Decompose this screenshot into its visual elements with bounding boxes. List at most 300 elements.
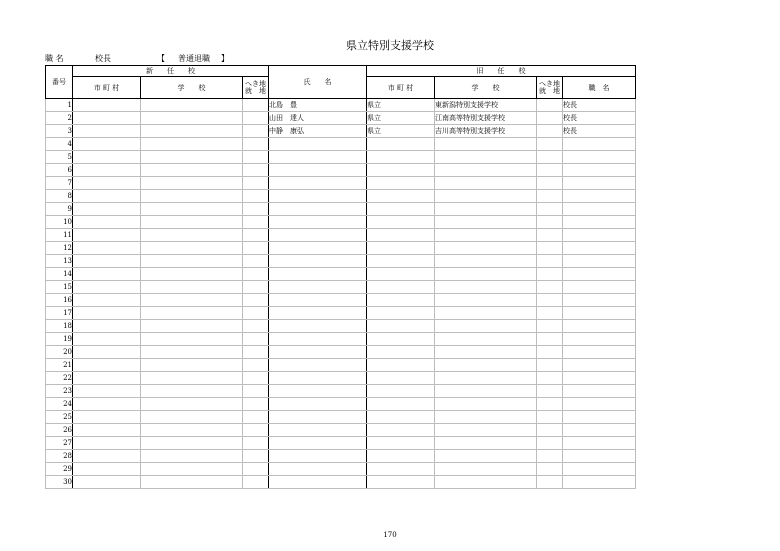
cell-old-remote: [537, 125, 563, 138]
cell-old-city: [367, 216, 435, 229]
table-row: [46, 359, 636, 372]
cell-position: [563, 255, 636, 268]
cell-new-city: [73, 385, 141, 398]
cell-new-school: [141, 372, 243, 385]
cell-new-remote: [243, 268, 269, 281]
cell-position: [563, 398, 636, 411]
cell-position: [563, 359, 636, 372]
cell-name: [269, 398, 367, 411]
cell-old-school: [435, 138, 537, 151]
cell-name: 山田 達人: [269, 112, 367, 125]
cell-position: [563, 372, 636, 385]
cell-name: [269, 242, 367, 255]
cell-new-school: [141, 112, 243, 125]
header-new-school: 学 校: [141, 77, 243, 99]
cell-no: 7: [46, 177, 73, 190]
cell-new-city: [73, 242, 141, 255]
cell-new-city: [73, 333, 141, 346]
cell-new-school: [141, 359, 243, 372]
cell-new-city: [73, 372, 141, 385]
table-row: [46, 268, 636, 281]
cell-old-school: [435, 203, 537, 216]
cell-new-remote: [243, 476, 269, 489]
cell-new-city: [73, 177, 141, 190]
cell-position: [563, 320, 636, 333]
cell-no: 16: [46, 294, 73, 307]
cell-no: 27: [46, 437, 73, 450]
cell-old-school: [435, 450, 537, 463]
cell-position: [563, 229, 636, 242]
cell-no: 29: [46, 463, 73, 476]
cell-new-school: [141, 138, 243, 151]
cell-old-city: [367, 320, 435, 333]
cell-new-remote: [243, 99, 269, 112]
table-row: [46, 164, 636, 177]
cell-new-remote: [243, 424, 269, 437]
cell-new-school: [141, 307, 243, 320]
cell-position: [563, 294, 636, 307]
cell-new-remote: [243, 372, 269, 385]
cell-position: 校長: [563, 125, 636, 138]
cell-old-remote: [537, 177, 563, 190]
cell-no: 20: [46, 346, 73, 359]
cell-name: [269, 216, 367, 229]
table-row: [46, 190, 636, 203]
cell-name: [269, 385, 367, 398]
cell-old-school: [435, 294, 537, 307]
cell-new-city: [73, 138, 141, 151]
table-row: [46, 424, 636, 437]
cell-old-school: [435, 437, 537, 450]
cell-old-school: [435, 151, 537, 164]
cell-no: 23: [46, 385, 73, 398]
cell-new-city: [73, 268, 141, 281]
cell-new-remote: [243, 216, 269, 229]
cell-position: [563, 242, 636, 255]
cell-old-city: [367, 333, 435, 346]
cell-new-remote: [243, 294, 269, 307]
table-row: [46, 99, 636, 112]
cell-new-school: [141, 255, 243, 268]
cell-position: [563, 307, 636, 320]
cell-new-city: [73, 294, 141, 307]
cell-position: 校長: [563, 99, 636, 112]
job-title-value: 校長: [95, 54, 111, 63]
cell-new-remote: [243, 463, 269, 476]
cell-new-city: [73, 255, 141, 268]
cell-position: [563, 268, 636, 281]
cell-new-remote: [243, 190, 269, 203]
page-number: 170: [383, 531, 397, 539]
document-title: 県立特別支援学校: [346, 39, 434, 52]
cell-name: [269, 372, 367, 385]
cell-position: [563, 411, 636, 424]
cell-no: 1: [46, 99, 73, 112]
cell-name: [269, 437, 367, 450]
cell-old-school: [435, 268, 537, 281]
cell-old-city: [367, 229, 435, 242]
cell-name: [269, 229, 367, 242]
cell-old-remote: [537, 320, 563, 333]
cell-old-remote: [537, 151, 563, 164]
cell-old-remote: [537, 190, 563, 203]
retirement-category: 普通退職: [178, 54, 210, 63]
table-row: [46, 281, 636, 294]
cell-name: [269, 450, 367, 463]
cell-old-city: [367, 346, 435, 359]
cell-new-school: [141, 190, 243, 203]
cell-old-city: [367, 307, 435, 320]
table-row: [46, 437, 636, 450]
cell-old-remote: [537, 229, 563, 242]
cell-new-remote: [243, 346, 269, 359]
cell-old-city: [367, 190, 435, 203]
cell-new-city: [73, 112, 141, 125]
cell-old-school: [435, 177, 537, 190]
cell-new-city: [73, 424, 141, 437]
cell-name: [269, 164, 367, 177]
table-row: [46, 476, 636, 489]
cell-old-school: [435, 359, 537, 372]
cell-name: [269, 359, 367, 372]
cell-old-school: [435, 385, 537, 398]
cell-old-school: [435, 229, 537, 242]
cell-no: 18: [46, 320, 73, 333]
cell-old-remote: [537, 268, 563, 281]
cell-new-school: [141, 229, 243, 242]
cell-new-remote: [243, 125, 269, 138]
cell-new-remote: [243, 255, 269, 268]
table-row: [46, 125, 636, 138]
cell-no: 19: [46, 333, 73, 346]
cell-old-city: [367, 294, 435, 307]
cell-position: [563, 190, 636, 203]
cell-old-city: [367, 411, 435, 424]
cell-old-school: [435, 411, 537, 424]
cell-no: 15: [46, 281, 73, 294]
cell-new-remote: [243, 177, 269, 190]
cell-old-remote: [537, 294, 563, 307]
cell-new-city: [73, 463, 141, 476]
header-old-school-group: 旧 任 校: [367, 66, 636, 77]
cell-position: 校長: [563, 112, 636, 125]
header-new-city: 市 町 村: [73, 77, 141, 99]
table-row: [46, 151, 636, 164]
cell-position: [563, 333, 636, 346]
cell-new-school: [141, 177, 243, 190]
cell-name: [269, 424, 367, 437]
header-position: 職 名: [563, 77, 636, 99]
cell-old-school: 東新潟特別支援学校: [435, 99, 537, 112]
cell-old-city: [367, 151, 435, 164]
cell-name: [269, 281, 367, 294]
bracket-open: 【: [157, 54, 165, 63]
table-row: [46, 294, 636, 307]
cell-new-school: [141, 450, 243, 463]
cell-new-city: [73, 281, 141, 294]
cell-name: [269, 203, 367, 216]
cell-no: 9: [46, 203, 73, 216]
cell-no: 30: [46, 476, 73, 489]
table-row: [46, 372, 636, 385]
cell-position: [563, 138, 636, 151]
cell-old-city: [367, 398, 435, 411]
cell-new-school: [141, 268, 243, 281]
job-title-label: 職 名: [45, 54, 64, 63]
header-new-remote: へき地 就 地: [243, 77, 269, 99]
cell-new-remote: [243, 320, 269, 333]
cell-old-city: [367, 242, 435, 255]
cell-no: 14: [46, 268, 73, 281]
cell-new-school: [141, 203, 243, 216]
cell-name: [269, 476, 367, 489]
cell-old-remote: [537, 255, 563, 268]
cell-name: [269, 190, 367, 203]
cell-old-remote: [537, 463, 563, 476]
header-name: 氏 名: [269, 66, 367, 99]
cell-no: 2: [46, 112, 73, 125]
cell-old-city: [367, 372, 435, 385]
cell-new-school: [141, 281, 243, 294]
cell-name: [269, 307, 367, 320]
cell-old-school: [435, 372, 537, 385]
header-new-school-group: 新 任 校: [73, 66, 269, 77]
cell-old-city: [367, 138, 435, 151]
cell-no: 28: [46, 450, 73, 463]
cell-position: [563, 281, 636, 294]
bracket-close: 】: [221, 54, 229, 63]
cell-new-city: [73, 476, 141, 489]
table-row: [46, 450, 636, 463]
cell-name: [269, 411, 367, 424]
cell-old-city: 県立: [367, 125, 435, 138]
cell-new-school: [141, 437, 243, 450]
cell-old-remote: [537, 281, 563, 294]
cell-name: 北島 豊: [269, 99, 367, 112]
cell-old-remote: [537, 385, 563, 398]
cell-old-remote: [537, 216, 563, 229]
header-old-city: 市 町 村: [367, 77, 435, 99]
table-row: [46, 307, 636, 320]
cell-old-remote: [537, 359, 563, 372]
cell-position: [563, 164, 636, 177]
cell-new-remote: [243, 281, 269, 294]
cell-old-school: [435, 333, 537, 346]
cell-no: 24: [46, 398, 73, 411]
cell-new-school: [141, 346, 243, 359]
cell-new-school: [141, 242, 243, 255]
cell-old-city: [367, 437, 435, 450]
cell-old-remote: [537, 450, 563, 463]
cell-old-city: [367, 203, 435, 216]
cell-old-remote: [537, 99, 563, 112]
cell-old-school: [435, 463, 537, 476]
cell-old-remote: [537, 242, 563, 255]
cell-new-remote: [243, 151, 269, 164]
cell-old-city: [367, 268, 435, 281]
cell-old-remote: [537, 346, 563, 359]
table-row: [46, 203, 636, 216]
table-row: [46, 216, 636, 229]
cell-old-remote: [537, 476, 563, 489]
header-number: 番号: [46, 66, 73, 99]
cell-new-city: [73, 437, 141, 450]
cell-old-city: [367, 164, 435, 177]
cell-position: [563, 177, 636, 190]
cell-no: 12: [46, 242, 73, 255]
cell-new-city: [73, 450, 141, 463]
cell-name: [269, 255, 367, 268]
cell-position: [563, 203, 636, 216]
cell-new-remote: [243, 164, 269, 177]
cell-old-city: [367, 255, 435, 268]
cell-new-remote: [243, 203, 269, 216]
cell-name: [269, 294, 367, 307]
cell-old-remote: [537, 138, 563, 151]
cell-new-school: [141, 164, 243, 177]
cell-name: [269, 346, 367, 359]
cell-new-remote: [243, 385, 269, 398]
header-old-school: 学 校: [435, 77, 537, 99]
table-row: [46, 138, 636, 151]
table-row: [46, 112, 636, 125]
cell-position: [563, 151, 636, 164]
cell-old-city: 県立: [367, 99, 435, 112]
cell-no: 13: [46, 255, 73, 268]
cell-old-remote: [537, 424, 563, 437]
cell-new-city: [73, 125, 141, 138]
cell-name: [269, 177, 367, 190]
cell-position: [563, 476, 636, 489]
table-row: [46, 320, 636, 333]
cell-new-school: [141, 463, 243, 476]
cell-old-remote: [537, 333, 563, 346]
cell-old-remote: [537, 372, 563, 385]
cell-no: 25: [46, 411, 73, 424]
cell-name: [269, 151, 367, 164]
cell-new-city: [73, 216, 141, 229]
cell-new-remote: [243, 138, 269, 151]
cell-new-school: [141, 385, 243, 398]
cell-old-city: [367, 359, 435, 372]
cell-old-school: [435, 255, 537, 268]
cell-new-remote: [243, 450, 269, 463]
cell-new-city: [73, 320, 141, 333]
cell-new-remote: [243, 229, 269, 242]
cell-new-school: [141, 294, 243, 307]
cell-no: 3: [46, 125, 73, 138]
cell-new-remote: [243, 437, 269, 450]
cell-no: 26: [46, 424, 73, 437]
cell-old-remote: [537, 203, 563, 216]
cell-position: [563, 216, 636, 229]
cell-new-city: [73, 190, 141, 203]
cell-old-school: [435, 190, 537, 203]
cell-no: 5: [46, 151, 73, 164]
cell-new-remote: [243, 112, 269, 125]
cell-old-remote: [537, 411, 563, 424]
cell-old-remote: [537, 164, 563, 177]
cell-new-city: [73, 203, 141, 216]
cell-old-city: [367, 385, 435, 398]
cell-old-school: [435, 307, 537, 320]
cell-no: 10: [46, 216, 73, 229]
cell-old-school: [435, 242, 537, 255]
cell-old-city: [367, 450, 435, 463]
cell-old-school: [435, 216, 537, 229]
cell-position: [563, 450, 636, 463]
cell-name: [269, 138, 367, 151]
cell-new-remote: [243, 398, 269, 411]
cell-new-remote: [243, 242, 269, 255]
cell-no: 22: [46, 372, 73, 385]
cell-position: [563, 424, 636, 437]
cell-no: 11: [46, 229, 73, 242]
cell-new-school: [141, 99, 243, 112]
cell-position: [563, 463, 636, 476]
cell-new-city: [73, 99, 141, 112]
cell-old-city: [367, 463, 435, 476]
cell-no: 6: [46, 164, 73, 177]
table-row: [46, 333, 636, 346]
cell-new-city: [73, 229, 141, 242]
cell-new-city: [73, 346, 141, 359]
table-row: [46, 385, 636, 398]
header-old-remote: へき地 就 地: [537, 77, 563, 99]
cell-no: 8: [46, 190, 73, 203]
cell-old-city: [367, 177, 435, 190]
cell-old-school: 吉川高等特別支援学校: [435, 125, 537, 138]
cell-name: [269, 268, 367, 281]
cell-no: 17: [46, 307, 73, 320]
cell-new-remote: [243, 411, 269, 424]
cell-position: [563, 346, 636, 359]
cell-old-remote: [537, 112, 563, 125]
cell-old-remote: [537, 307, 563, 320]
cell-new-school: [141, 411, 243, 424]
cell-new-school: [141, 320, 243, 333]
cell-old-remote: [537, 398, 563, 411]
table-row: [46, 177, 636, 190]
cell-old-city: [367, 424, 435, 437]
table-row: [46, 398, 636, 411]
cell-new-city: [73, 307, 141, 320]
cell-no: 4: [46, 138, 73, 151]
cell-new-remote: [243, 307, 269, 320]
table-row: [46, 346, 636, 359]
cell-name: [269, 333, 367, 346]
cell-new-school: [141, 333, 243, 346]
cell-old-school: [435, 281, 537, 294]
cell-old-city: 県立: [367, 112, 435, 125]
cell-position: [563, 385, 636, 398]
cell-old-school: [435, 398, 537, 411]
cell-old-school: [435, 424, 537, 437]
cell-position: [563, 437, 636, 450]
table-row: [46, 229, 636, 242]
table-row: [46, 411, 636, 424]
cell-old-school: [435, 164, 537, 177]
cell-new-school: [141, 151, 243, 164]
cell-new-city: [73, 359, 141, 372]
personnel-table: [45, 65, 636, 489]
cell-new-school: [141, 216, 243, 229]
table-row: [46, 463, 636, 476]
table-row: [46, 255, 636, 268]
cell-old-city: [367, 476, 435, 489]
cell-name: [269, 463, 367, 476]
cell-new-remote: [243, 333, 269, 346]
